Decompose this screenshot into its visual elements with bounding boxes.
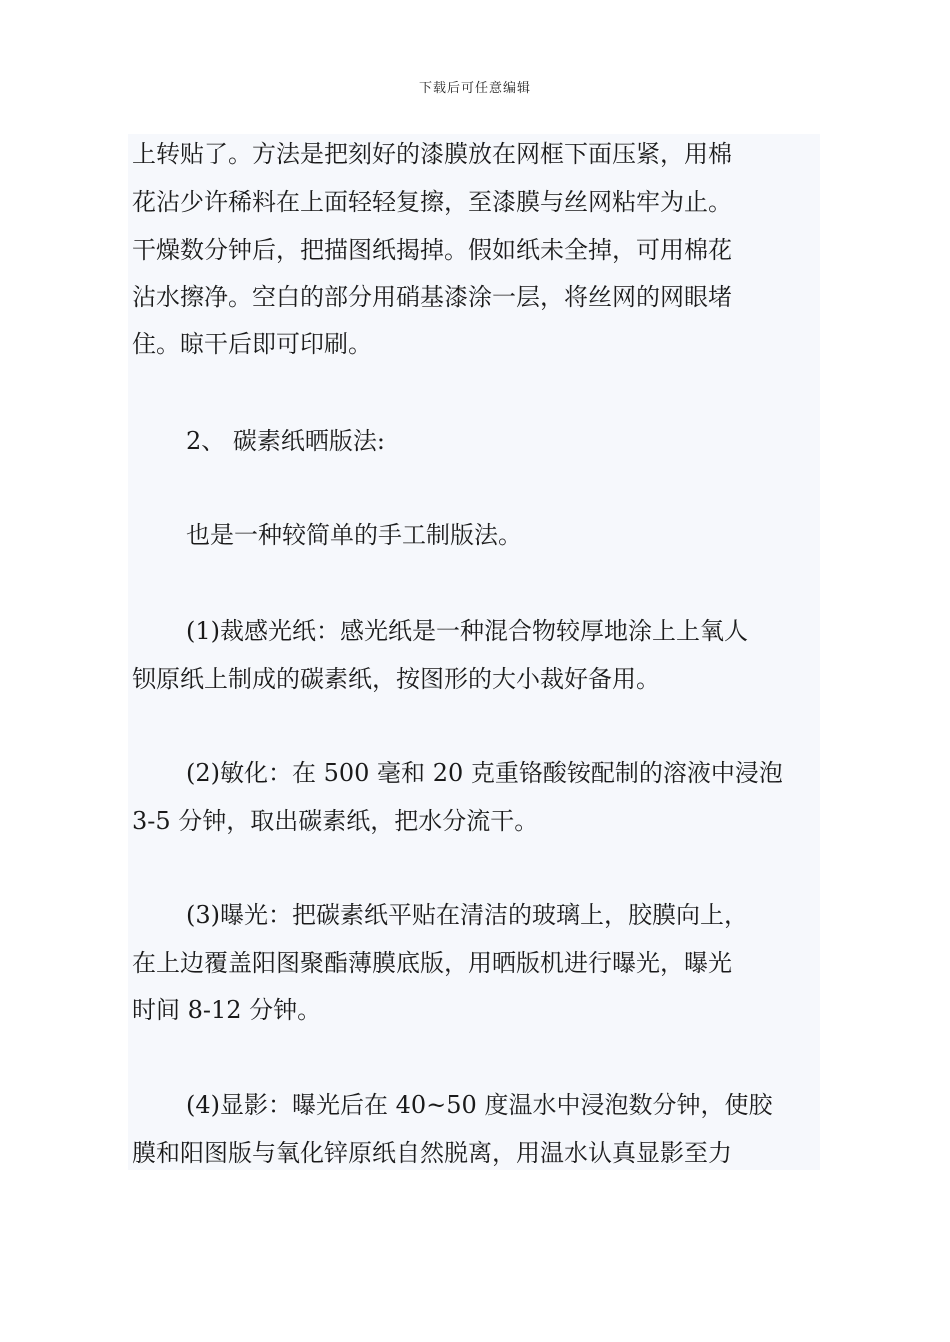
document-body bbox=[128, 134, 820, 1170]
text-line: 时间 8-12 分钟。 bbox=[132, 996, 322, 1024]
text-line: 上转贴了。方法是把刻好的漆膜放在网框下面压紧，用棉 bbox=[132, 140, 732, 168]
text-line: 住。晾干后即可印刷。 bbox=[132, 330, 372, 358]
text-line: 膜和阳图版与氧化锌原纸自然脱离，用温水认真显影至力 bbox=[132, 1139, 732, 1167]
text-line: 干燥数分钟后，把描图纸揭掉。假如纸未全掉，可用棉花 bbox=[132, 236, 732, 264]
page-header: 下载后可任意编辑 bbox=[418, 81, 531, 96]
text-line: 钡原纸上制成的碳素纸，按图形的大小裁好备用。 bbox=[132, 665, 660, 693]
text-line: 也是一种较简单的手工制版法。 bbox=[186, 521, 522, 549]
text-line: (4)显影：曝光后在 40~50 度温水中浸泡数分钟，使胶 bbox=[186, 1091, 773, 1119]
text-line: (2)敏化：在 500 毫和 20 克重铬酸铵配制的溶液中浸泡 bbox=[186, 759, 783, 787]
section-heading: 2、 碳素纸晒版法: bbox=[186, 427, 385, 455]
text-line: 在上边覆盖阳图聚酯薄膜底版，用晒版机进行曝光，曝光 bbox=[132, 949, 732, 977]
text-line: 花沾少许稀料在上面轻轻复擦，至漆膜与丝网粘牢为止。 bbox=[132, 188, 732, 216]
text-line: 沾水擦净。空白的部分用硝基漆涂一层，将丝网的网眼堵 bbox=[132, 283, 732, 311]
text-line: (3)曝光：把碳素纸平贴在清洁的玻璃上，胶膜向上， bbox=[186, 901, 748, 929]
text-line: 3-5 分钟，取出碳素纸，把水分流干。 bbox=[132, 807, 539, 835]
text-line: (1)裁感光纸：感光纸是一种混合物较厚地涂上上氧人 bbox=[186, 617, 748, 645]
